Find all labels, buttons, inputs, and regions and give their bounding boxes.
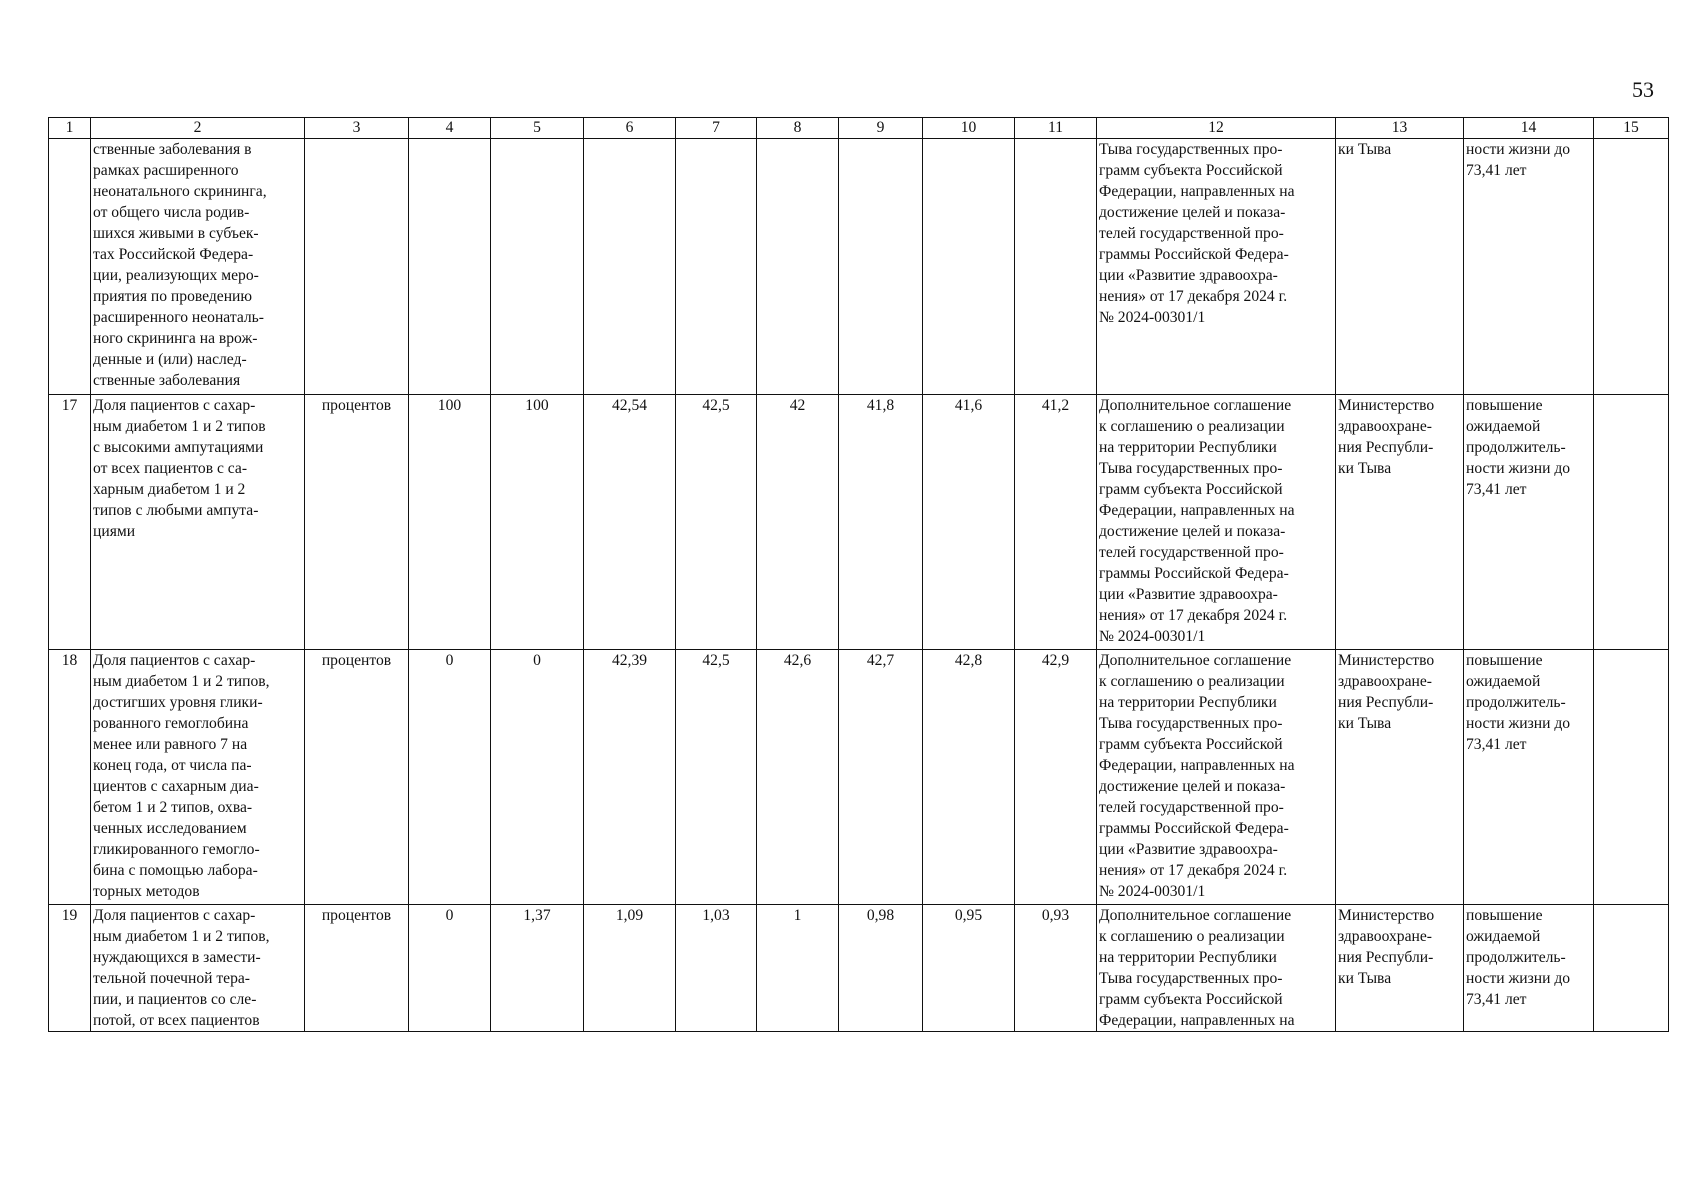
column-number: 2 <box>91 118 305 139</box>
value-col-5: 0 <box>491 650 584 905</box>
column-15-cell <box>1594 650 1669 905</box>
value-col-7 <box>676 139 757 395</box>
value-col-6: 42,39 <box>584 650 676 905</box>
column-number: 11 <box>1015 118 1097 139</box>
column-number: 12 <box>1097 118 1336 139</box>
value-col-10: 0,95 <box>923 905 1015 1032</box>
table-row <box>49 395 1669 650</box>
responsible-body: Министерство здравоохране- ния Республи- ки Тыва <box>1336 395 1464 650</box>
expected-result: ности жизни до 73,41 лет <box>1464 139 1594 395</box>
indicator-name: ственные заболевания в рамках расширенного неонатального скрининга, от общего числа родив- шихся живыми в субъек- тах Российской Федера- ции, реализующих меро- приятия по проведению расширенного неонаталь- ного скрининга на врож- денные и (или) наслед- ственные заболевания <box>91 139 305 395</box>
column-15-cell <box>1594 395 1669 650</box>
value-col-7: 42,5 <box>676 395 757 650</box>
unit: процентов <box>305 905 409 1032</box>
column-number: 4 <box>409 118 491 139</box>
value-col-8: 42 <box>757 395 839 650</box>
expected-result: повышение ожидаемой продолжитель- ности жизни до 73,41 лет <box>1464 650 1594 905</box>
document-reference: Дополнительное соглашение к соглашению о реализации на территории Республики Тыва государственных про- грамм субъекта Российской Федерации, направленных на достижение целей и показа- телей государственной про- граммы Российской Федера- ции «Развитие здравоохра- нения» от 17 декабря 2024 г. № 2024-00301/1 <box>1097 650 1336 905</box>
page-number: 53 <box>1632 77 1654 102</box>
value-col-7: 1,03 <box>676 905 757 1032</box>
value-col-4: 0 <box>409 905 491 1032</box>
value-col-4: 100 <box>409 395 491 650</box>
value-col-8 <box>757 139 839 395</box>
value-col-6 <box>584 139 676 395</box>
column-number-row <box>49 118 1669 139</box>
value-col-10: 41,6 <box>923 395 1015 650</box>
unit: процентов <box>305 395 409 650</box>
value-col-4 <box>409 139 491 395</box>
column-number: 10 <box>923 118 1015 139</box>
value-col-5 <box>491 139 584 395</box>
unit: процентов <box>305 650 409 905</box>
value-col-5: 100 <box>491 395 584 650</box>
value-col-4: 0 <box>409 650 491 905</box>
value-col-8: 42,6 <box>757 650 839 905</box>
value-col-5: 1,37 <box>491 905 584 1032</box>
column-number: 9 <box>839 118 923 139</box>
value-col-9 <box>839 139 923 395</box>
value-col-11: 0,93 <box>1015 905 1097 1032</box>
column-number: 13 <box>1336 118 1464 139</box>
indicator-name: Доля пациентов с сахар- ным диабетом 1 и 2 типов, достигших уровня глики- рованного гемоглобина менее или равного 7 на конец года, от числа па- циентов с сахарным диа- бетом 1 и 2 типов, охва- ченных исследованием гликированного гемогло- бина с помощью лабора- торных методов <box>91 650 305 905</box>
value-col-11 <box>1015 139 1097 395</box>
value-col-6: 42,54 <box>584 395 676 650</box>
column-number: 7 <box>676 118 757 139</box>
column-number: 8 <box>757 118 839 139</box>
responsible-body: ки Тыва <box>1336 139 1464 395</box>
table-row <box>49 139 1669 395</box>
value-col-9: 42,7 <box>839 650 923 905</box>
column-number: 3 <box>305 118 409 139</box>
column-number: 5 <box>491 118 584 139</box>
value-col-9: 0,98 <box>839 905 923 1032</box>
expected-result: повышение ожидаемой продолжитель- ности жизни до 73,41 лет <box>1464 395 1594 650</box>
table-row <box>49 650 1669 905</box>
column-15-cell <box>1594 905 1669 1032</box>
value-col-9: 41,8 <box>839 395 923 650</box>
row-number <box>49 139 91 395</box>
indicator-name: Доля пациентов с сахар- ным диабетом 1 и 2 типов с высокими ампутациями от всех пациентов с са- харным диабетом 1 и 2 типов с любыми ампута- циями <box>91 395 305 650</box>
document-reference: Тыва государственных про- грамм субъекта Российской Федерации, направленных на достижение целей и показа- телей государственной про- граммы Российской Федера- ции «Развитие здравоохра- нения» от 17 декабря 2024 г. № 2024-00301/1 <box>1097 139 1336 395</box>
indicator-name: Доля пациентов с сахар- ным диабетом 1 и 2 типов, нуждающихся в замести- тельной почечной тера- пии, и пациентов со сле- потой, от всех пациентов <box>91 905 305 1032</box>
value-col-8: 1 <box>757 905 839 1032</box>
responsible-body: Министерство здравоохране- ния Республи- ки Тыва <box>1336 905 1464 1032</box>
document-reference: Дополнительное соглашение к соглашению о реализации на территории Республики Тыва государственных про- грамм субъекта Российской Федерации, направленных на достижение целей и показа- телей государственной про- граммы Российской Федера- ции «Развитие здравоохра- нения» от 17 декабря 2024 г. № 2024-00301/1 <box>1097 395 1336 650</box>
column-15-cell <box>1594 139 1669 395</box>
expected-result: повышение ожидаемой продолжитель- ности жизни до 73,41 лет <box>1464 905 1594 1032</box>
row-number: 19 <box>49 905 91 1032</box>
column-number: 1 <box>49 118 91 139</box>
responsible-body: Министерство здравоохране- ния Республи- ки Тыва <box>1336 650 1464 905</box>
value-col-11: 41,2 <box>1015 395 1097 650</box>
value-col-7: 42,5 <box>676 650 757 905</box>
value-col-10 <box>923 139 1015 395</box>
row-number: 18 <box>49 650 91 905</box>
indicators-table <box>48 117 1669 1032</box>
column-number: 15 <box>1594 118 1669 139</box>
table-row <box>49 905 1669 1032</box>
document-reference: Дополнительное соглашение к соглашению о реализации на территории Республики Тыва государственных про- грамм субъекта Российской Федерации, направленных на <box>1097 905 1336 1032</box>
unit <box>305 139 409 395</box>
value-col-10: 42,8 <box>923 650 1015 905</box>
value-col-11: 42,9 <box>1015 650 1097 905</box>
column-number: 14 <box>1464 118 1594 139</box>
row-number: 17 <box>49 395 91 650</box>
column-number: 6 <box>584 118 676 139</box>
value-col-6: 1,09 <box>584 905 676 1032</box>
